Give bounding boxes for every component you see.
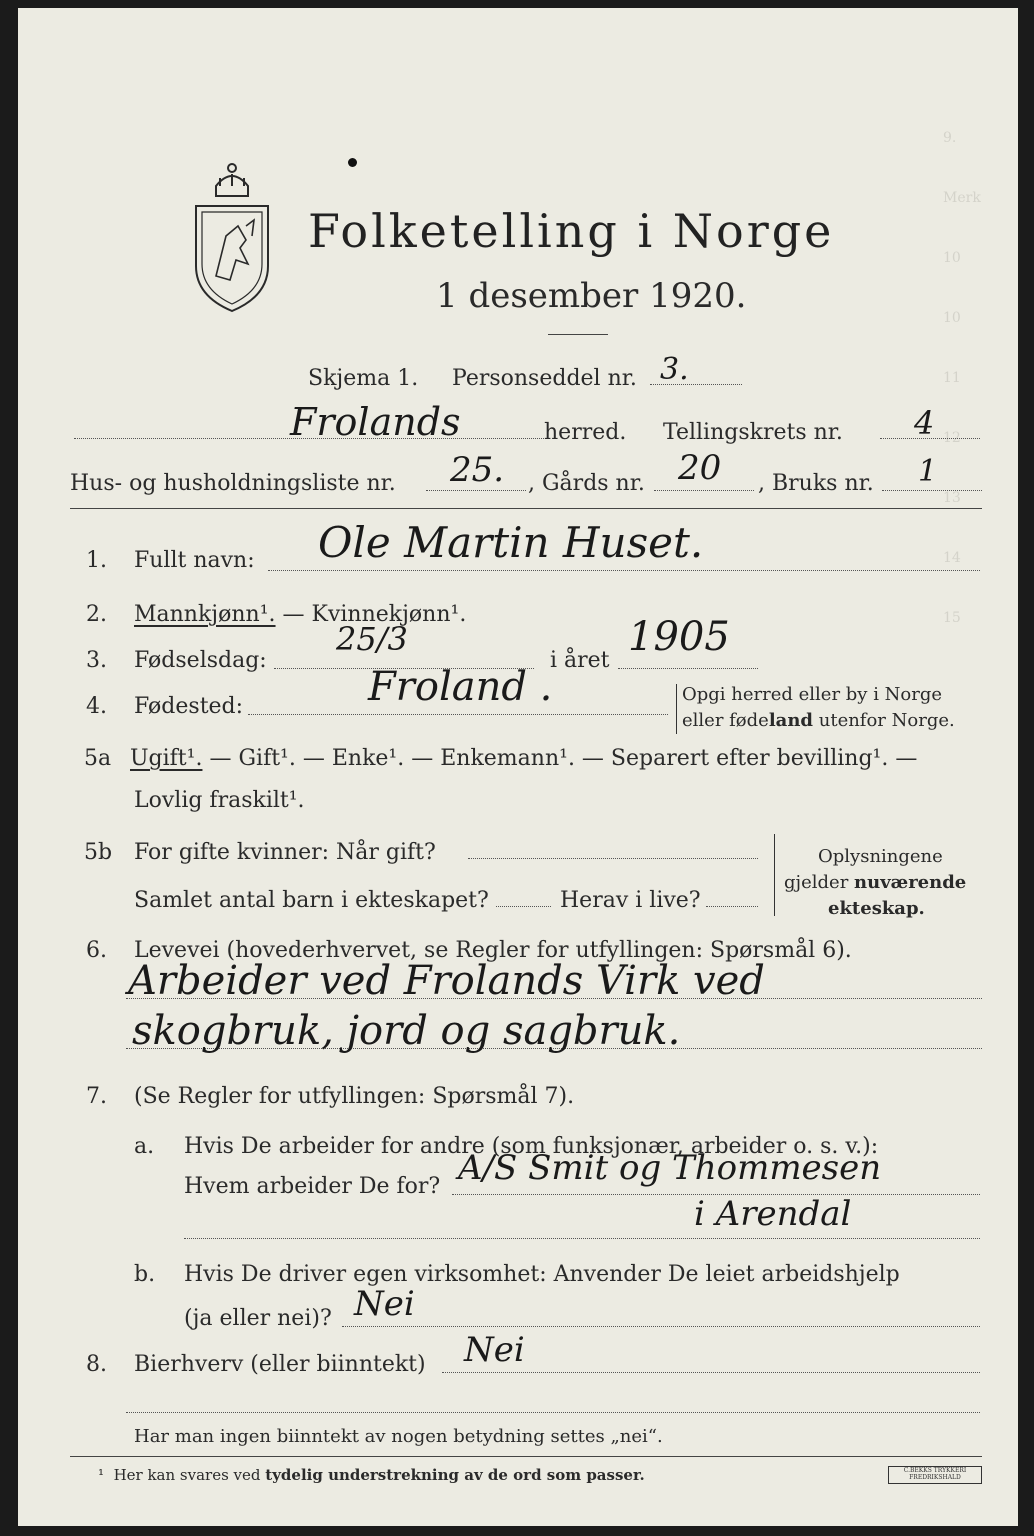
bruks-value[interactable]: 1: [918, 454, 938, 489]
q7-label: (Se Regler for utfyllingen: Spørsmål 7).: [134, 1084, 575, 1109]
ink-dot: [348, 158, 357, 167]
q4-number: 4.: [86, 694, 107, 719]
gards-label: , Gårds nr.: [528, 471, 645, 496]
q6-number: 6.: [86, 938, 107, 963]
status-ugift-option[interactable]: Ugift¹.: [130, 746, 203, 771]
q4-label: Fødested:: [134, 694, 244, 719]
gards-value[interactable]: 20: [678, 448, 722, 488]
birth-year-value[interactable]: 1905: [628, 614, 730, 660]
birthdate-value[interactable]: 25/3: [336, 620, 408, 658]
herred-value[interactable]: Frolands: [290, 400, 461, 444]
footnote: ¹ Her kan svares ved tydelig understrekning av de ord som passer.: [98, 1466, 645, 1484]
occupation-answer-2[interactable]: skogbruk, jord og sagbruk.: [132, 1008, 681, 1054]
q5a-line2[interactable]: Lovlig fraskilt¹.: [134, 788, 305, 813]
sex-female-option[interactable]: — Kvinnekjønn¹.: [275, 602, 467, 627]
q3-number: 3.: [86, 648, 107, 673]
sex-male-option[interactable]: Mannkjønn¹.: [134, 602, 276, 627]
page-title: Folketelling i Norge: [308, 204, 835, 258]
q5b-note-3: ekteskap.: [828, 898, 925, 919]
husliste-value[interactable]: 25.: [450, 450, 505, 490]
footer-separator: [70, 1456, 982, 1457]
census-date: 1 desember 1920.: [436, 276, 747, 316]
personseddel-label: Personseddel nr.: [452, 366, 637, 391]
q5a-status: [130, 746, 917, 771]
employer-answer-1[interactable]: A/S Smit og Thommesen: [458, 1148, 882, 1188]
q5b-note-2: gjelder nuværende: [784, 872, 967, 893]
census-form-page: [18, 8, 1018, 1526]
q5a-number: 5a: [84, 746, 112, 771]
q8-number: 8.: [86, 1352, 107, 1377]
q7-number: 7.: [86, 1084, 107, 1109]
employer-answer-2[interactable]: i Arendal: [694, 1194, 852, 1234]
q5b-children-label: Samlet antal barn i ekteskapet?: [134, 888, 489, 913]
hired-help-answer[interactable]: Nei: [354, 1284, 415, 1324]
q2-number: 2.: [86, 602, 107, 627]
nei-note: Har man ingen biinntekt av nogen betydning settes „nei“.: [134, 1426, 663, 1447]
q6-label: Levevei (hovederhvervet, se Regler for utfyllingen: Spørsmål 6).: [134, 938, 852, 963]
birthplace-value[interactable]: Froland .: [368, 664, 553, 710]
q3-label: Fødselsdag:: [134, 648, 267, 673]
herred-label: herred.: [544, 420, 627, 445]
tellingskrets-value[interactable]: 4: [914, 404, 935, 442]
q5b-number: 5b: [84, 840, 113, 865]
q1-label: Fullt navn:: [134, 548, 255, 573]
q3-year-label: i året: [550, 648, 610, 673]
q5b-line1: For gifte kvinner: Når gift?: [134, 840, 436, 865]
q5b-note-1: Oplysningene: [818, 846, 943, 867]
bleed-through-text: 9. Merk 10 10 11 12 13 14 15: [943, 130, 981, 626]
skjema-label: Skjema 1.: [308, 366, 419, 391]
printer-stamp: C.BEKKS TRYKKERI FREDRIKSHALD: [888, 1466, 982, 1484]
q7a-line1: Hvis De arbeider for andre (som funksjonær, arbeider o. s. v.):: [184, 1134, 879, 1159]
bruks-label: , Bruks nr.: [758, 471, 874, 496]
q5b-alive-label: Herav i live?: [560, 888, 701, 913]
tellingskrets-label: Tellingskrets nr.: [663, 420, 843, 445]
q4-note-1: Opgi herred eller by i Norge: [682, 684, 943, 705]
husliste-label: Hus- og husholdningsliste nr.: [70, 471, 396, 496]
q7b-line1: Hvis De driver egen virksomhet: Anvender De leiet arbeidshjelp: [184, 1262, 900, 1287]
occupation-answer-1[interactable]: Arbeider ved Frolands Virk ved: [128, 958, 765, 1004]
q4-note-2: eller fødeland utenfor Norge.: [682, 710, 955, 731]
q8-label: Bierhverv (eller biinntekt): [134, 1352, 426, 1377]
status-other-options[interactable]: — Gift¹. — Enke¹. — Enkemann¹. — Separert efter bevilling¹. —: [202, 746, 918, 771]
q7a-letter: a.: [134, 1134, 155, 1159]
q2-sex: [134, 602, 466, 627]
coat-of-arms-icon: [186, 156, 278, 316]
q1-number: 1.: [86, 548, 107, 573]
full-name-value[interactable]: Ole Martin Huset.: [318, 518, 704, 567]
q7b-line2: (ja eller nei)?: [184, 1306, 332, 1331]
side-income-answer[interactable]: Nei: [464, 1330, 525, 1370]
title-divider: [548, 334, 608, 335]
q7a-line2: Hvem arbeider De for?: [184, 1174, 441, 1199]
header-separator: [70, 508, 982, 509]
personseddel-value[interactable]: 3.: [660, 352, 689, 387]
q7b-letter: b.: [134, 1262, 156, 1287]
